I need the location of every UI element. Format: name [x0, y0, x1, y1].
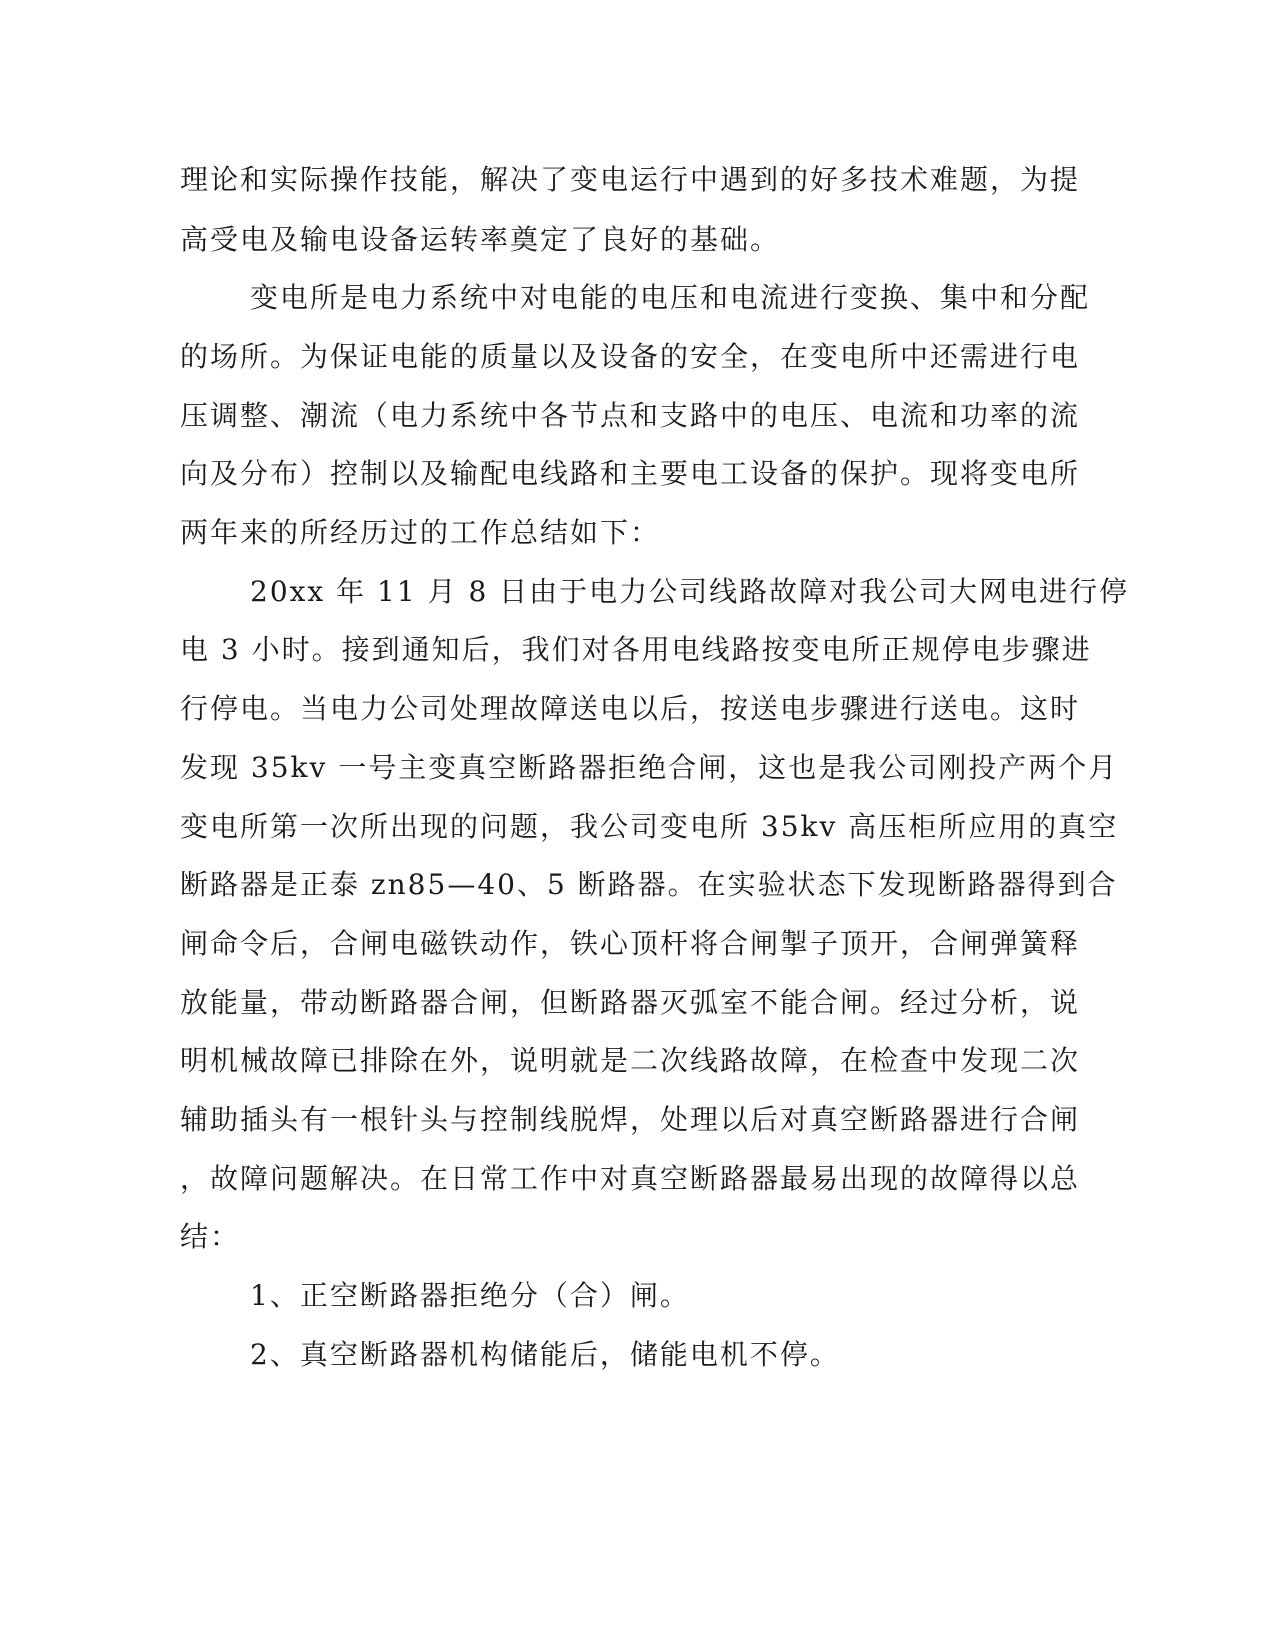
text-line-16: 明机械故障已排除在外，说明就是二次线路故障，在检查中发现二次 — [180, 1044, 1081, 1077]
text-line-7: 两年来的所经历过的工作总结如下： — [180, 516, 661, 549]
text-line-10: 行停电。当电力公司处理故障送电以后，按送电步骤进行送电。这时 — [180, 692, 1081, 725]
text-line-4: 的场所。为保证电能的质量以及设备的安全，在变电所中还需进行电 — [180, 340, 1081, 373]
text-line-18: ，故障问题解决。在日常工作中对真空断路器最易出现的故障得以总 — [180, 1162, 1081, 1195]
text-line-5: 压调整、潮流（电力系统中各节点和支路中的电压、电流和功率的流 — [180, 399, 1081, 432]
text-line-9: 电 3 小时。接到通知后，我们对各用电线路按变电所正规停电步骤进 — [180, 633, 1092, 666]
text-line-15: 放能量，带动断路器合闸，但断路器灭弧室不能合闸。经过分析，说 — [180, 986, 1081, 1019]
text-line-8: 20xx 年 11 月 8 日由于电力公司线路故障对我公司大网电进行停 — [250, 575, 1130, 608]
text-line-14: 闸命令后，合闸电磁铁动作，铁心顶杆将合闸掣子顶开，合闸弹簧释 — [180, 927, 1081, 960]
text-line-17: 辅助插头有一根针头与控制线脱焊，处理以后对真空断路器进行合闸 — [180, 1103, 1081, 1136]
text-line-11: 发现 35kv 一号主变真空断路器拒绝合闸，这也是我公司刚投产两个月 — [180, 751, 1119, 784]
text-line-2: 高受电及输电设备运转率奠定了良好的基础。 — [180, 223, 781, 256]
list-item-2: 2、真空断路器机构储能后，储能电机不停。 — [250, 1338, 840, 1371]
text-line-6: 向及分布）控制以及输配电线路和主要电工设备的保护。现将变电所 — [180, 457, 1081, 490]
text-line-12: 变电所第一次所出现的问题，我公司变电所 35kv 高压柜所应用的真空 — [180, 810, 1119, 843]
text-line-1: 理论和实际操作技能，解决了变电运行中遇到的好多技术难题，为提 — [180, 163, 1081, 196]
text-line-13: 断路器是正泰 zn85—40、5 断路器。在实验状态下发现断路器得到合 — [180, 868, 1118, 901]
text-line-3: 变电所是电力系统中对电能的电压和电流进行变换、集中和分配 — [250, 281, 1091, 314]
list-item-1: 1、正空断路器拒绝分（合）闸。 — [250, 1279, 690, 1312]
text-line-19: 结： — [180, 1220, 241, 1253]
